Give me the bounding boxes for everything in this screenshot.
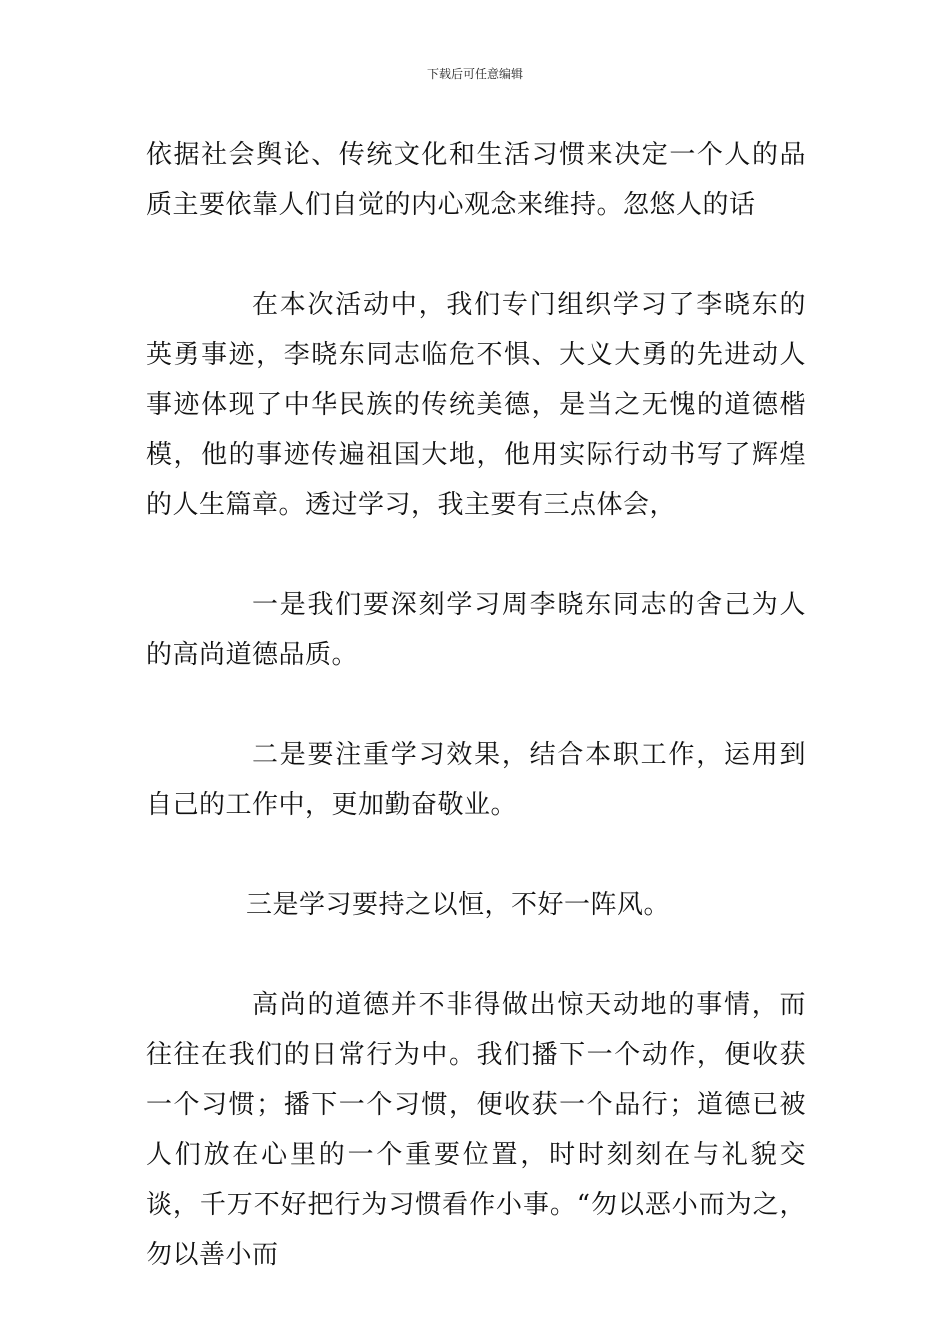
paragraph-gap	[146, 530, 806, 580]
paragraph-1: 依据社会舆论、传统文化和生活习惯来决定一个人的品质主要依靠人们自觉的内心观念来维持。忽悠人的话	[146, 140, 806, 220]
paragraph-gap	[146, 230, 806, 280]
paragraph-gap	[146, 930, 806, 980]
paragraph-2: 在本次活动中，我们专门组织学习了李晓东的英勇事迹，李晓东同志临危不惧、大义大勇的先进动人事迹体现了中华民族的传统美德，是当之无愧的道德楷模，他的事迹传遍祖国大地，他用实际行动书写了辉煌的人生篇章。透过学习，我主要有三点体会，	[146, 290, 806, 520]
paragraph-4: 二是要注重学习效果，结合本职工作，运用到自己的工作中，更加勤奋敬业。	[146, 740, 806, 820]
paragraph-gap	[146, 830, 806, 880]
document-body	[146, 130, 806, 1280]
paragraph-5: 三是学习要持之以恒，不好一阵风。	[246, 890, 671, 920]
paragraph-gap	[146, 680, 806, 730]
paragraph-6: 高尚的道德并不非得做出惊天动地的事情，而往往在我们的日常行为中。我们播下一个动作，便收获一个习惯；播下一个习惯，便收获一个品行；道德已被人们放在心里的一个重要位置，时时刻刻在与礼貌交谈，千万不好把行为习惯看作小事。“勿以恶小而为之，勿以善小而	[146, 990, 806, 1270]
paragraph-3: 一是我们要深刻学习周李晓东同志的舍己为人的高尚道德品质。	[146, 590, 806, 670]
page-header: 下载后可任意编辑	[426, 67, 523, 81]
